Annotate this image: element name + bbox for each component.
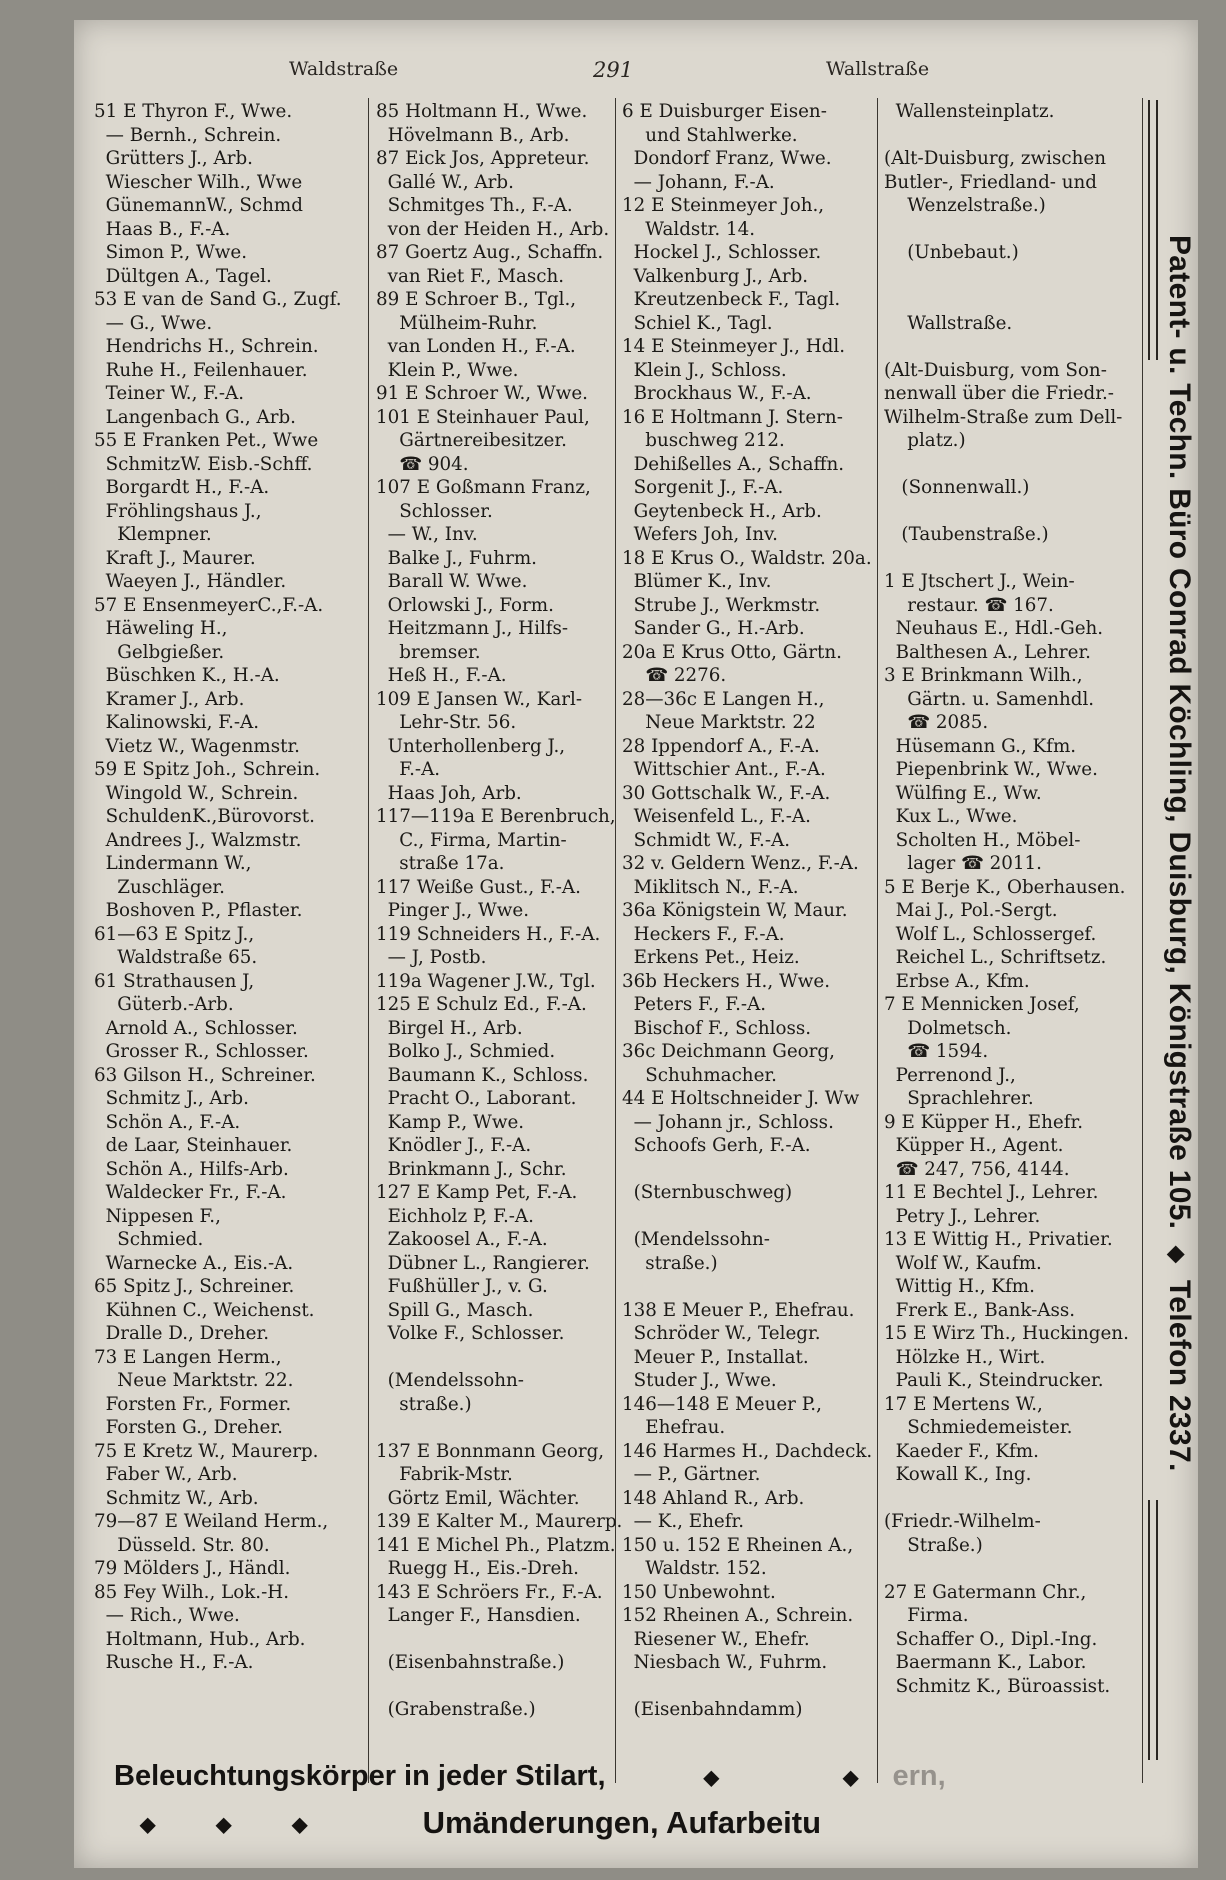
- directory-entry-line: 28 Ippendorf A., F.-A.: [622, 735, 820, 757]
- directory-entry-line: 85 Holtmann H., Wwe.: [376, 101, 588, 122]
- directory-entry-line: Schmiedemeister.: [884, 1417, 1073, 1438]
- directory-entry-line: 85 Fey Wilh., Lok.-H.: [94, 1581, 290, 1603]
- directory-entry-line: Fröhlingshaus J.,: [94, 500, 262, 522]
- directory-entry-line: Holtmann, Hub., Arb.: [94, 1628, 306, 1650]
- directory-column-1: [94, 100, 364, 1675]
- directory-entry-line: — W., Inv.: [376, 524, 478, 545]
- directory-entry-line: Meuer P., Installat.: [622, 1346, 809, 1368]
- directory-entry-line: SchmitzW. Eisb.-Schff.: [94, 453, 313, 475]
- directory-entry-line: Dondorf Franz, Wwe.: [622, 148, 832, 169]
- directory-entry-line: 119 Schneiders H., F.-A.: [376, 923, 601, 945]
- directory-entry-line: Waldecker Fr., F.-A.: [94, 1182, 287, 1203]
- directory-entry-line: 11 E Bechtel J., Lehrer.: [884, 1182, 1099, 1203]
- directory-entry-line: 150 u. 152 E Rheinen A.,: [622, 1534, 854, 1556]
- directory-entry-line: Wittig H., Kfm.: [884, 1276, 1035, 1297]
- directory-entry-line: Balthesen A., Lehrer.: [884, 641, 1091, 663]
- directory-entry-line: 65 Spitz J., Schreiner.: [94, 1276, 295, 1297]
- directory-entry-line: Bischof F., Schloss.: [622, 1017, 812, 1039]
- directory-entry-line: Klein P., Wwe.: [376, 359, 519, 381]
- ornamental-bar: [1148, 1500, 1158, 1760]
- directory-entry-line: Piepenbrink W., Wwe.: [884, 759, 1098, 780]
- directory-entry-line: Schiel K., Tagl.: [622, 312, 773, 334]
- directory-entry-line: 143 E Schröers Fr., F.-A.: [376, 1581, 603, 1603]
- directory-entry-line: 36c Deichmann Georg,: [622, 1041, 835, 1062]
- directory-entry-line: Langer F., Hansdien.: [376, 1605, 581, 1626]
- directory-entry-line: [884, 265, 1139, 289]
- header-right-street: Wallstraße: [826, 58, 930, 80]
- directory-entry-line: 148 Ahland R., Arb.: [622, 1487, 805, 1509]
- directory-entry-line: 137 E Bonnmann Georg,: [376, 1440, 605, 1462]
- directory-entry-line: Frerk E., Bank-Ass.: [884, 1299, 1076, 1321]
- directory-entry-line: Zakoosel A., F.-A.: [376, 1229, 548, 1250]
- directory-entry-line: Bolko J., Schmied.: [376, 1041, 556, 1062]
- directory-entry-line: [884, 288, 1139, 312]
- directory-entry-line: GünemannW., Schmd: [94, 195, 303, 216]
- directory-entry-line: 9 E Küpper H., Ehefr.: [884, 1111, 1084, 1133]
- directory-entry-line: Schmidt W., F.-A.: [622, 829, 791, 851]
- directory-entry-line: ☎ 1594.: [884, 1041, 989, 1062]
- directory-entry-line: Miklitsch N., F.-A.: [622, 876, 799, 898]
- directory-entry-line: Balke J., Fuhrm.: [376, 547, 537, 569]
- directory-entry-line: Ehefrau.: [622, 1417, 726, 1438]
- directory-entry-line: Nippesen F.,: [94, 1205, 221, 1227]
- directory-entry-line: — Johann jr., Schloss.: [622, 1111, 834, 1133]
- directory-entry-line: 5 E Berje K., Oberhausen.: [884, 876, 1126, 898]
- directory-entry-line: [884, 124, 1139, 148]
- diamond-icon: ◆: [216, 1814, 232, 1837]
- directory-entry-line: Schröder W., Telegr.: [622, 1323, 821, 1344]
- directory-entry-line: Schön A., Hilfs-Arb.: [94, 1158, 289, 1180]
- directory-entry-line: Ruegg H., Eis.-Dreh.: [376, 1558, 579, 1579]
- directory-entry-line: Faber W., Arb.: [94, 1464, 238, 1485]
- directory-entry-line: (Sternbuschweg): [622, 1182, 793, 1203]
- directory-entry-line: Görtz Emil, Wächter.: [376, 1487, 580, 1509]
- ornamental-bar: [1148, 100, 1158, 360]
- directory-entry-line: Boshoven P., Pflaster.: [94, 900, 303, 921]
- directory-entry-line: Schlosser.: [376, 500, 493, 522]
- directory-column-4: [884, 100, 1139, 1698]
- directory-entry-line: Straße.): [884, 1534, 983, 1556]
- directory-entry-line: Eichholz P, F.-A.: [376, 1205, 534, 1227]
- directory-entry-line: 89 E Schroer B., Tgl.,: [376, 289, 577, 310]
- directory-entry-line: 13 E Wittig H., Privatier.: [884, 1229, 1113, 1250]
- directory-entry-line: 61 Strathausen J,: [94, 970, 255, 992]
- directory-entry-line: 32 v. Geldern Wenz., F.-A.: [622, 853, 859, 874]
- directory-entry-line: C., Firma, Martin-: [376, 829, 567, 851]
- directory-entry-line: Wilhelm-Straße zum Dell-: [884, 406, 1123, 428]
- directory-entry-line: Hövelmann B., Arb.: [376, 124, 570, 146]
- directory-entry-line: Borgardt H., F.-A.: [94, 477, 270, 498]
- directory-entry-line: Niesbach W., Fuhrm.: [622, 1652, 828, 1673]
- directory-entry-line: Ruhe H., Feilenhauer.: [94, 359, 308, 381]
- directory-entry-line: Heitzmann J., Hilfs-: [376, 618, 569, 639]
- directory-entry-line: 44 E Holtschneider J. Ww: [622, 1088, 860, 1109]
- directory-entry-line: Studer J., Wwe.: [622, 1370, 777, 1391]
- bottom-ad-text-1-tail: ern,: [892, 1760, 946, 1792]
- directory-entry-line: Klein J., Schloss.: [622, 359, 787, 381]
- directory-entry-line: restaur. ☎ 167.: [884, 594, 1054, 616]
- directory-entry-line: Kramer J., Arb.: [94, 688, 245, 710]
- directory-entry-line: Wolf L., Schlossergef.: [884, 923, 1097, 945]
- directory-entry-line: Perrenond J.,: [884, 1064, 1016, 1086]
- directory-entry-line: Güterb.-Arb.: [94, 994, 234, 1015]
- directory-entry-line: Hockel J., Schlosser.: [622, 242, 822, 263]
- directory-entry-line: Riesener W., Ehefr.: [622, 1628, 810, 1650]
- directory-entry-line: 51 E Thyron F., Wwe.: [94, 101, 293, 122]
- directory-entry-line: 30 Gottschalk W., F.-A.: [622, 782, 831, 804]
- directory-entry-line: Blümer K., Inv.: [622, 571, 772, 592]
- directory-entry-line: Weisenfeld L., F.-A.: [622, 806, 811, 827]
- directory-entry-line: Küpper H., Agent.: [884, 1135, 1064, 1156]
- directory-entry-line: [884, 218, 1139, 242]
- directory-entry-line: (Alt-Duisburg, vom Son-: [884, 359, 1107, 381]
- directory-entry-line: 73 E Langen Herm.,: [94, 1346, 282, 1368]
- directory-entry-line: 150 Unbewohnt.: [622, 1581, 776, 1603]
- directory-entry-line: — J, Postb.: [376, 947, 487, 968]
- directory-entry-line: 28—36c E Langen H.,: [622, 688, 825, 710]
- directory-entry-line: 36b Heckers H., Wwe.: [622, 970, 831, 992]
- directory-entry-line: (Eisenbahndamm): [622, 1699, 803, 1720]
- directory-entry-line: van Londen H., F.-A.: [376, 336, 576, 357]
- directory-entry-line: — G., Wwe.: [94, 312, 213, 334]
- directory-entry-line: 139 E Kalter M., Maurerp.: [376, 1511, 623, 1532]
- diamond-icon: ◆: [292, 1814, 308, 1837]
- directory-entry-line: (Eisenbahnstraße.): [376, 1652, 565, 1673]
- directory-entry-line: Waldstr. 14.: [622, 218, 756, 240]
- side-ad-text: [1162, 235, 1196, 1472]
- directory-entry-line: Grosser R., Schlosser.: [94, 1041, 309, 1062]
- directory-entry-line: Heckers F., F.-A.: [622, 923, 785, 945]
- directory-entry-line: Klempner.: [94, 524, 212, 545]
- page-number: 291: [593, 58, 634, 82]
- directory-entry-line: von der Heiden H., Arb.: [376, 218, 610, 240]
- directory-entry-line: Vietz W., Wagenmstr.: [94, 735, 300, 757]
- directory-entry-line: Gärtnereibesitzer.: [376, 430, 567, 451]
- column-divider: [368, 98, 369, 1783]
- directory-entry-line: — P., Gärtner.: [622, 1464, 761, 1485]
- directory-entry-line: Waeyen J., Händler.: [94, 571, 287, 592]
- directory-entry-line: 91 E Schroer W., Wwe.: [376, 383, 588, 404]
- directory-entry-line: Orlowski J., Form.: [376, 594, 554, 616]
- directory-entry-line: [884, 500, 1139, 524]
- directory-entry-line: Haas B., F.-A.: [94, 218, 231, 240]
- directory-entry-line: (Grabenstraße.): [376, 1699, 536, 1720]
- directory-entry-line: Pinger J., Wwe.: [376, 900, 530, 921]
- directory-entry-line: Birgel H., Arb.: [376, 1017, 523, 1039]
- directory-entry-line: 63 Gilson H., Schreiner.: [94, 1064, 316, 1086]
- directory-entry-line: Schön A., F.-A.: [94, 1111, 241, 1133]
- directory-entry-line: Simon P., Wwe.: [94, 242, 248, 263]
- directory-entry-line: Warnecke A., Eis.-A.: [94, 1252, 294, 1274]
- directory-entry-line: Lindermann W.,: [94, 853, 252, 874]
- directory-entry-line: Hölzke H., Wirt.: [884, 1346, 1046, 1368]
- directory-entry-line: SchuldenK.,Bürovorst.: [94, 806, 315, 827]
- directory-entry-line: Büschken K., H.-A.: [94, 665, 280, 686]
- directory-entry-line: [884, 453, 1139, 477]
- directory-entry-line: Brockhaus W., F.-A.: [622, 383, 812, 404]
- directory-entry-line: (Sonnenwall.): [884, 477, 1030, 498]
- directory-entry-line: 79 Mölders J., Händl.: [94, 1558, 291, 1579]
- directory-entry-line: Erkens Pet., Heiz.: [622, 947, 800, 968]
- directory-entry-line: 59 E Spitz Joh., Schrein.: [94, 759, 321, 780]
- directory-page: [74, 20, 1198, 1868]
- directory-entry-line: Gärtn. u. Samenhdl.: [884, 688, 1095, 710]
- directory-entry-line: straße.): [376, 1393, 472, 1415]
- directory-entry-line: ☎ 2085.: [884, 712, 989, 733]
- bottom-ad-text-1: Beleuchtungskörper in jeder Stilart,: [114, 1760, 606, 1792]
- directory-entry-line: Neue Marktstr. 22: [622, 712, 816, 733]
- directory-entry-line: 3 E Brinkmann Wilh.,: [884, 665, 1083, 686]
- directory-entry-line: 117—119a E Berenbruch,: [376, 806, 616, 827]
- directory-entry-line: Neuhaus E., Hdl.-Geh.: [884, 618, 1104, 639]
- directory-entry-line: Forsten G., Dreher.: [94, 1417, 283, 1438]
- directory-entry-line: Schaffer O., Dipl.-Ing.: [884, 1628, 1098, 1650]
- directory-entry-line: — Bernh., Schrein.: [94, 124, 282, 146]
- directory-entry-line: Barall W. Wwe.: [376, 571, 528, 592]
- directory-entry-line: Grütters J., Arb.: [94, 148, 253, 169]
- directory-entry-line: straße 17a.: [376, 853, 505, 874]
- directory-entry-line: ☎ 2276.: [622, 665, 727, 686]
- directory-entry-line: Zuschläger.: [94, 876, 225, 898]
- header-left-street: Waldstraße: [289, 58, 399, 80]
- directory-entry-line: Butler-, Friedland- und: [884, 171, 1098, 193]
- directory-entry-line: (Unbebaut.): [884, 242, 1019, 263]
- directory-entry-line: 87 Goertz Aug., Schaffn.: [376, 242, 604, 263]
- directory-entry-line: Strube J., Werkmstr.: [622, 594, 821, 616]
- directory-entry-line: Wallstraße.: [884, 312, 1013, 334]
- directory-entry-line: Langenbach G., Arb.: [94, 406, 296, 428]
- directory-entry-line: 27 E Gatermann Chr.,: [884, 1581, 1087, 1603]
- directory-entry-line: Brinkmann J., Schr.: [376, 1158, 567, 1180]
- directory-entry-line: 17 E Mertens W.,: [884, 1393, 1043, 1415]
- directory-entry-line: Dolmetsch.: [884, 1017, 1012, 1039]
- directory-entry-line: Hüsemann G., Kfm.: [884, 735, 1077, 757]
- directory-entry-line: Schmitz K., Büroassist.: [884, 1675, 1111, 1697]
- side-ad-company: Patent- u. Techn. Büro Conrad Köchling, Duisburg, Königstraße 105.: [1163, 235, 1196, 1230]
- directory-entry-line: Firma.: [884, 1605, 969, 1626]
- side-ad-phone: Telefon 2337.: [1163, 1279, 1196, 1472]
- diamond-icon: ◆: [703, 1766, 719, 1789]
- directory-entry-line: van Riet F., Masch.: [376, 265, 565, 287]
- directory-entry-line: 87 Eick Jos, Appreteur.: [376, 148, 590, 169]
- column-divider: [1142, 98, 1143, 1783]
- directory-entry-line: Mai J., Pol.-Sergt.: [884, 900, 1058, 921]
- directory-entry-line: Sorgenit J., F.-A.: [622, 477, 784, 498]
- directory-entry-line: 16 E Holtmann J. Stern-: [622, 406, 843, 428]
- directory-entry-line: Gelbgießer.: [94, 641, 225, 663]
- directory-entry-line: 125 E Schulz Ed., F.-A.: [376, 994, 587, 1015]
- directory-entry-line: 109 E Jansen W., Karl-: [376, 688, 582, 710]
- directory-entry-line: Sander G., H.-Arb.: [622, 618, 805, 639]
- directory-entry-line: 14 E Steinmeyer J., Hdl.: [622, 336, 846, 357]
- directory-entry-line: Petry J., Lehrer.: [884, 1205, 1041, 1227]
- directory-entry-line: Hendrichs H., Schrein.: [94, 336, 319, 357]
- directory-entry-line: 75 E Kretz W., Maurerp.: [94, 1440, 319, 1462]
- directory-entry-line: lager ☎ 2011.: [884, 853, 1042, 874]
- side-advertisement: [1144, 80, 1198, 1790]
- directory-entry-line: (Taubenstraße.): [884, 524, 1049, 545]
- directory-entry-line: Fabrik-Mstr.: [376, 1464, 513, 1485]
- directory-entry-line: 138 E Meuer P., Ehefrau.: [622, 1299, 855, 1321]
- directory-entry-line: Baumann K., Schloss.: [376, 1064, 589, 1086]
- directory-entry-line: Baermann K., Labor.: [884, 1652, 1087, 1673]
- directory-entry-line: Düsseld. Str. 80.: [94, 1534, 270, 1556]
- directory-entry-line: 53 E van de Sand G., Zugf.: [94, 289, 342, 310]
- directory-entry-line: Waldstraße 65.: [94, 947, 258, 968]
- directory-entry-line: 1 E Jtschert J., Wein-: [884, 571, 1075, 592]
- directory-entry-line: 6 E Duisburger Eisen-: [622, 101, 827, 122]
- directory-entry-line: Teiner W., F.-A.: [94, 383, 245, 404]
- directory-entry-line: Arnold A., Schlosser.: [94, 1017, 298, 1039]
- directory-entry-line: Geytenbeck H., Arb.: [622, 500, 822, 522]
- diamond-row: [114, 1805, 414, 1841]
- directory-entry-line: F.-A.: [376, 759, 441, 780]
- directory-entry-line: de Laar, Steinhauer.: [94, 1135, 293, 1156]
- directory-entry-line: Wittschier Ant., F.-A.: [622, 759, 826, 780]
- directory-entry-line: 79—87 E Weiland Herm.,: [94, 1511, 329, 1532]
- directory-entry-line: 117 Weiße Gust., F.-A.: [376, 876, 581, 898]
- directory-entry-line: 57 E EnsenmeyerC.,F.-A.: [94, 594, 324, 616]
- directory-entry-line: Häweling H.,: [94, 618, 228, 639]
- directory-entry-line: Wülfing E., Ww.: [884, 782, 1042, 804]
- directory-entry-line: Kraft J., Maurer.: [94, 547, 256, 569]
- directory-entry-line: Kreutzenbeck F., Tagl.: [622, 289, 841, 310]
- diamond-icon: ◆: [140, 1814, 156, 1837]
- directory-entry-line: Wolf W., Kaufm.: [884, 1252, 1042, 1274]
- directory-entry-line: Dültgen A., Tagel.: [94, 265, 272, 287]
- directory-entry-line: Schmitz W., Arb.: [94, 1487, 259, 1509]
- directory-entry-line: Wiescher Wilh., Wwe: [94, 171, 303, 193]
- directory-entry-line: Kalinowski, F.-A.: [94, 712, 260, 733]
- directory-entry-line: Sprachlehrer.: [884, 1088, 1034, 1109]
- directory-entry-line: Reichel L., Schriftsetz.: [884, 947, 1107, 968]
- directory-entry-line: und Stahlwerke.: [622, 124, 798, 146]
- directory-entry-line: Volke F., Schlosser.: [376, 1323, 565, 1344]
- directory-entry-line: Spill G., Masch.: [376, 1299, 534, 1321]
- directory-entry-line: Lehr-Str. 56.: [376, 712, 517, 733]
- directory-entry-line: Kaeder F., Kfm.: [884, 1440, 1039, 1462]
- directory-entry-line: 18 E Krus O., Waldstr. 20a.: [622, 547, 872, 569]
- directory-entry-line: Valkenburg J., Arb.: [622, 265, 809, 287]
- directory-entry-line: Unterhollenberg J.,: [376, 735, 566, 757]
- directory-entry-line: Wallensteinplatz.: [884, 101, 1055, 122]
- directory-entry-line: nenwall über die Friedr.-: [884, 383, 1114, 404]
- directory-entry-line: Neue Marktstr. 22.: [94, 1370, 294, 1391]
- directory-entry-line: Schmied.: [94, 1229, 204, 1250]
- directory-entry-line: 141 E Michel Ph., Platzm.: [376, 1534, 616, 1556]
- directory-entry-line: buschweg 212.: [622, 430, 785, 451]
- directory-entry-line: 7 E Mennicken Josef,: [884, 994, 1080, 1015]
- directory-entry-line: 15 E Wirz Th., Huckingen.: [884, 1323, 1129, 1344]
- directory-entry-line: Kux L., Wwe.: [884, 806, 1018, 827]
- directory-entry-line: 12 E Steinmeyer Joh.,: [622, 195, 825, 216]
- directory-entry-line: Erbse A., Kfm.: [884, 970, 1030, 992]
- directory-entry-line: Rusche H., F.-A.: [94, 1652, 254, 1673]
- bottom-ad-text-2: Umänderungen, Aufarbeitu: [422, 1805, 822, 1840]
- directory-entry-line: Dralle D., Dreher.: [94, 1323, 270, 1344]
- directory-entry-line: Wefers Joh, Inv.: [622, 524, 778, 545]
- directory-entry-line: 61—63 E Spitz J.,: [94, 923, 255, 945]
- directory-entry-line: 127 E Kamp Pet, F.-A.: [376, 1182, 578, 1203]
- directory-entry-line: [884, 1487, 1139, 1511]
- directory-entry-line: Pauli K., Steindrucker.: [884, 1370, 1104, 1391]
- directory-entry-line: 146 Harmes H., Dachdeck.: [622, 1440, 873, 1462]
- directory-entry-line: (Mendelssohn-: [376, 1370, 524, 1391]
- bottom-ad-line-2: [114, 1805, 1194, 1841]
- directory-entry-line: Waldstr. 152.: [622, 1558, 767, 1579]
- directory-entry-line: ☎ 904.: [376, 453, 469, 475]
- directory-entry-line: — K., Ehefr.: [622, 1511, 745, 1532]
- diamond-icon: ◆: [1165, 1245, 1190, 1264]
- directory-entry-line: bremser.: [376, 641, 481, 663]
- directory-entry-line: [884, 1557, 1139, 1581]
- directory-entry-line: Schmitges Th., F.-A.: [376, 195, 573, 216]
- directory-entry-line: straße.): [622, 1252, 718, 1274]
- directory-entry-line: Fußhüller J., v. G.: [376, 1276, 548, 1297]
- directory-entry-line: 20a E Krus Otto, Gärtn.: [622, 641, 842, 663]
- bottom-ad-line-1: [114, 1760, 1194, 1793]
- directory-entry-line: [884, 547, 1139, 571]
- directory-entry-line: Schuhmacher.: [622, 1064, 777, 1086]
- directory-entry-line: Schoofs Gerh, F.-A.: [622, 1135, 811, 1156]
- directory-entry-line: 36a Königstein W, Maur.: [622, 900, 848, 921]
- directory-entry-line: (Alt-Duisburg, zwischen: [884, 148, 1107, 169]
- directory-entry-line: [884, 335, 1139, 359]
- directory-entry-line: (Mendelssohn-: [622, 1229, 770, 1250]
- directory-entry-line: 152 Rheinen A., Schrein.: [622, 1605, 854, 1626]
- directory-entry-line: Wingold W., Schrein.: [94, 782, 299, 804]
- directory-entry-line: Knödler J., F.-A.: [376, 1135, 532, 1156]
- directory-entry-line: Dübner L., Rangierer.: [376, 1252, 590, 1274]
- directory-entry-line: Schmitz J., Arb.: [94, 1088, 249, 1109]
- directory-entry-line: ☎ 247, 756, 4144.: [884, 1158, 1070, 1180]
- directory-entry-line: (Friedr.-Wilhelm-: [884, 1511, 1041, 1532]
- directory-entry-line: — Johann, F.-A.: [622, 171, 775, 193]
- directory-entry-line: — Rich., Wwe.: [94, 1605, 240, 1626]
- directory-entry-line: Gallé W., Arb.: [376, 171, 514, 193]
- directory-entry-line: 146—148 E Meuer P.,: [622, 1393, 822, 1415]
- directory-entry-line: 119a Wagener J.W., Tgl.: [376, 970, 596, 992]
- directory-entry-line: Pracht O., Laborant.: [376, 1088, 577, 1109]
- directory-entry-line: 101 E Steinhauer Paul,: [376, 406, 590, 428]
- directory-entry-line: 107 E Goßmann Franz,: [376, 477, 591, 498]
- directory-entry-line: Heß H., F.-A.: [376, 665, 507, 686]
- directory-entry-line: Kamp P., Wwe.: [376, 1111, 525, 1133]
- directory-entry-line: Andrees J., Walzmstr.: [94, 829, 302, 851]
- directory-entry-line: Forsten Fr., Former.: [94, 1393, 292, 1415]
- directory-entry-line: Haas Joh, Arb.: [376, 782, 522, 804]
- directory-entry-line: Mülheim-Ruhr.: [376, 312, 538, 334]
- directory-entry-line: Kowall K., Ing.: [884, 1464, 1032, 1485]
- diamond-icon: ◆: [843, 1766, 859, 1789]
- directory-entry-line: platz.): [884, 430, 966, 451]
- directory-entry-line: Wenzelstraße.): [884, 195, 1046, 216]
- directory-entry-line: Kühnen C., Weichenst.: [94, 1299, 315, 1321]
- directory-entry-line: 55 E Franken Pet., Wwe: [94, 430, 319, 451]
- directory-entry-line: Scholten H., Möbel-: [884, 829, 1081, 851]
- directory-entry-line: Peters F., F.-A.: [622, 994, 767, 1015]
- directory-entry-line: Dehißelles A., Schaffn.: [622, 453, 845, 475]
